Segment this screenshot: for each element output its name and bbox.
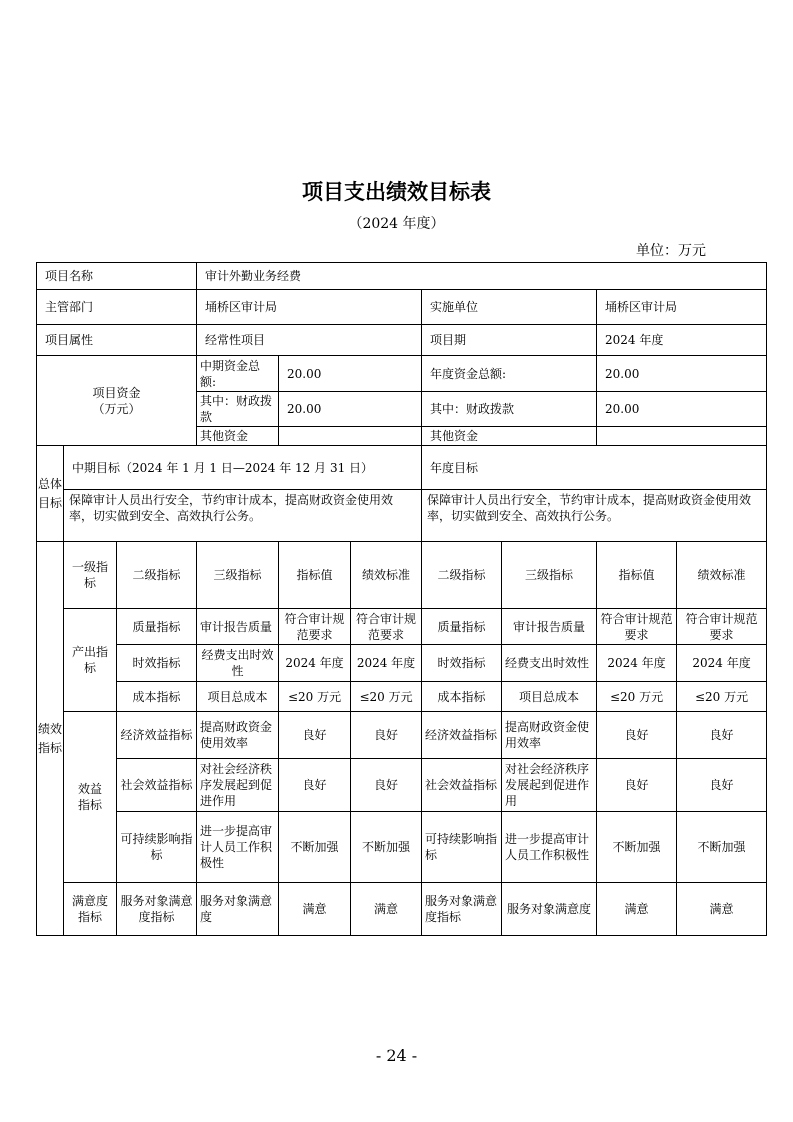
cell-l2: 可持续影响指标 bbox=[117, 812, 197, 883]
cell-l3-b: 服务对象满意度 bbox=[502, 883, 597, 936]
cell-value-b: 良好 bbox=[597, 759, 677, 812]
cell-value-b: 不断加强 bbox=[597, 812, 677, 883]
header-value-b: 指标值 bbox=[597, 542, 677, 609]
cell-l2-b: 成本指标 bbox=[422, 682, 502, 712]
cell-standard-b: 满意 bbox=[677, 883, 767, 936]
perf-label: 绩效指标 bbox=[37, 542, 64, 936]
cell-l3: 对社会经济秩序发展起到促进作用 bbox=[197, 759, 279, 812]
mid-fiscal-value: 20.00 bbox=[279, 392, 422, 427]
row-perf-headers bbox=[37, 542, 767, 609]
row-goal-headers bbox=[37, 446, 767, 490]
page-subtitle: （2024 年度） bbox=[348, 216, 445, 232]
cell-l3-b: 经费支出时效性 bbox=[502, 645, 597, 682]
cell-l2: 成本指标 bbox=[117, 682, 197, 712]
cell-standard: 2024 年度 bbox=[351, 645, 422, 682]
row-attribute bbox=[37, 325, 767, 356]
cell-l2: 质量指标 bbox=[117, 609, 197, 645]
group-output: 产出指标 bbox=[64, 609, 117, 712]
cell-l2: 时效指标 bbox=[117, 645, 197, 682]
row-project-name bbox=[37, 263, 767, 290]
mid-fiscal-label: 其中：财政拨款 bbox=[197, 392, 279, 427]
cell-l2: 社会效益指标 bbox=[117, 759, 197, 812]
row-goal-text bbox=[37, 490, 767, 542]
cell-value: 不断加强 bbox=[279, 812, 351, 883]
year-total-value: 20.00 bbox=[597, 356, 767, 392]
project-name-value: 审计外勤业务经费 bbox=[197, 263, 767, 290]
row-department bbox=[37, 290, 767, 325]
cell-l2-b: 社会效益指标 bbox=[422, 759, 502, 812]
cell-l3: 提高财政资金使用效率 bbox=[197, 712, 279, 759]
year-goal-text: 保障审计人员出行安全，节约审计成本，提高财政资金使用效率，切实做到安全、高效执行公务。 bbox=[422, 490, 767, 542]
dept-value: 埇桥区审计局 bbox=[197, 290, 422, 325]
cell-standard: ≤20 万元 bbox=[351, 682, 422, 712]
mid-total-value: 20.00 bbox=[279, 356, 422, 392]
cell-standard-b: 良好 bbox=[677, 759, 767, 812]
cell-standard: 不断加强 bbox=[351, 812, 422, 883]
cell-standard: 符合审计规范要求 bbox=[351, 609, 422, 645]
dept-label: 主管部门 bbox=[37, 290, 197, 325]
cell-standard-b: 良好 bbox=[677, 712, 767, 759]
project-name-label: 项目名称 bbox=[37, 263, 197, 290]
year-other-value bbox=[597, 427, 767, 446]
cell-standard: 满意 bbox=[351, 883, 422, 936]
year-fiscal-value: 20.00 bbox=[597, 392, 767, 427]
cell-l2-b: 质量指标 bbox=[422, 609, 502, 645]
cell-value: 2024 年度 bbox=[279, 645, 351, 682]
cell-value-b: 2024 年度 bbox=[597, 645, 677, 682]
cell-value-b: 符合审计规范要求 bbox=[597, 609, 677, 645]
cell-l2-b: 可持续影响指标 bbox=[422, 812, 502, 883]
table-row bbox=[37, 682, 767, 712]
cell-l3-b: 审计报告质量 bbox=[502, 609, 597, 645]
cell-value: 良好 bbox=[279, 712, 351, 759]
cell-standard-b: 不断加强 bbox=[677, 812, 767, 883]
header-level2-b: 二级指标 bbox=[422, 542, 502, 609]
cell-l3-b: 进一步提高审计人员工作积极性 bbox=[502, 812, 597, 883]
year-goal-header: 年度目标 bbox=[422, 446, 767, 490]
attr-label: 项目属性 bbox=[37, 325, 197, 356]
period-value: 2024 年度 bbox=[597, 325, 767, 356]
mid-goal-header: 中期目标（2024 年 1 月 1 日—2024 年 12 月 31 日） bbox=[64, 446, 422, 490]
table-row bbox=[37, 645, 767, 682]
impl-label: 实施单位 bbox=[422, 290, 597, 325]
funds-label: 项目资金（万元） bbox=[37, 356, 197, 446]
cell-l3: 服务对象满意度 bbox=[197, 883, 279, 936]
table-row bbox=[37, 759, 767, 812]
row-funds-total bbox=[37, 356, 767, 392]
cell-value-b: 满意 bbox=[597, 883, 677, 936]
page-number: - 24 - bbox=[375, 1046, 418, 1065]
cell-l3: 项目总成本 bbox=[197, 682, 279, 712]
cell-value-b: ≤20 万元 bbox=[597, 682, 677, 712]
cell-l2-b: 服务对象满意度指标 bbox=[422, 883, 502, 936]
cell-standard: 良好 bbox=[351, 759, 422, 812]
group-benefit: 效益指标 bbox=[64, 712, 117, 883]
header-level3: 三级指标 bbox=[197, 542, 279, 609]
cell-l2-b: 时效指标 bbox=[422, 645, 502, 682]
cell-l2: 服务对象满意度指标 bbox=[117, 883, 197, 936]
cell-standard-b: 2024 年度 bbox=[677, 645, 767, 682]
unit-label: 单位：万元 bbox=[636, 243, 706, 259]
cell-l3: 经费支出时效性 bbox=[197, 645, 279, 682]
cell-value: ≤20 万元 bbox=[279, 682, 351, 712]
header-standard: 绩效标准 bbox=[351, 542, 422, 609]
header-level2: 二级指标 bbox=[117, 542, 197, 609]
table-row bbox=[37, 883, 767, 936]
cell-l3-b: 提高财政资金使用效率 bbox=[502, 712, 597, 759]
cell-value: 良好 bbox=[279, 759, 351, 812]
cell-standard-b: 符合审计规范要求 bbox=[677, 609, 767, 645]
year-fiscal-label: 其中：财政拨款 bbox=[422, 392, 597, 427]
table-row bbox=[37, 812, 767, 883]
mid-total-label: 中期资金总额: bbox=[197, 356, 279, 392]
cell-l3-b: 对社会经济秩序发展起到促进作用 bbox=[502, 759, 597, 812]
cell-l2: 经济效益指标 bbox=[117, 712, 197, 759]
period-label: 项目期 bbox=[422, 325, 597, 356]
cell-value: 满意 bbox=[279, 883, 351, 936]
table-row bbox=[37, 609, 767, 645]
mid-other-value bbox=[279, 427, 422, 446]
mid-other-label: 其他资金 bbox=[197, 427, 279, 446]
page-title: 项目支出绩效目标表 bbox=[302, 180, 491, 204]
cell-l3: 审计报告质量 bbox=[197, 609, 279, 645]
header-standard-b: 绩效标准 bbox=[677, 542, 767, 609]
header-value: 指标值 bbox=[279, 542, 351, 609]
header-level1: 一级指标 bbox=[64, 542, 117, 609]
cell-l3: 进一步提高审计人员工作积极性 bbox=[197, 812, 279, 883]
goals-label: 总体目标 bbox=[37, 446, 64, 542]
cell-value-b: 良好 bbox=[597, 712, 677, 759]
cell-standard-b: ≤20 万元 bbox=[677, 682, 767, 712]
year-total-label: 年度资金总额: bbox=[422, 356, 597, 392]
header-level3-b: 三级指标 bbox=[502, 542, 597, 609]
attr-value: 经常性项目 bbox=[197, 325, 422, 356]
table-row bbox=[37, 712, 767, 759]
year-other-label: 其他资金 bbox=[422, 427, 597, 446]
performance-table bbox=[36, 262, 767, 936]
cell-value: 符合审计规范要求 bbox=[279, 609, 351, 645]
cell-l3-b: 项目总成本 bbox=[502, 682, 597, 712]
impl-value: 埇桥区审计局 bbox=[597, 290, 767, 325]
mid-goal-text: 保障审计人员出行安全，节约审计成本，提高财政资金使用效率，切实做到安全、高效执行公务。 bbox=[64, 490, 422, 542]
group-satisfaction: 满意度指标 bbox=[64, 883, 117, 936]
cell-l2-b: 经济效益指标 bbox=[422, 712, 502, 759]
cell-standard: 良好 bbox=[351, 712, 422, 759]
